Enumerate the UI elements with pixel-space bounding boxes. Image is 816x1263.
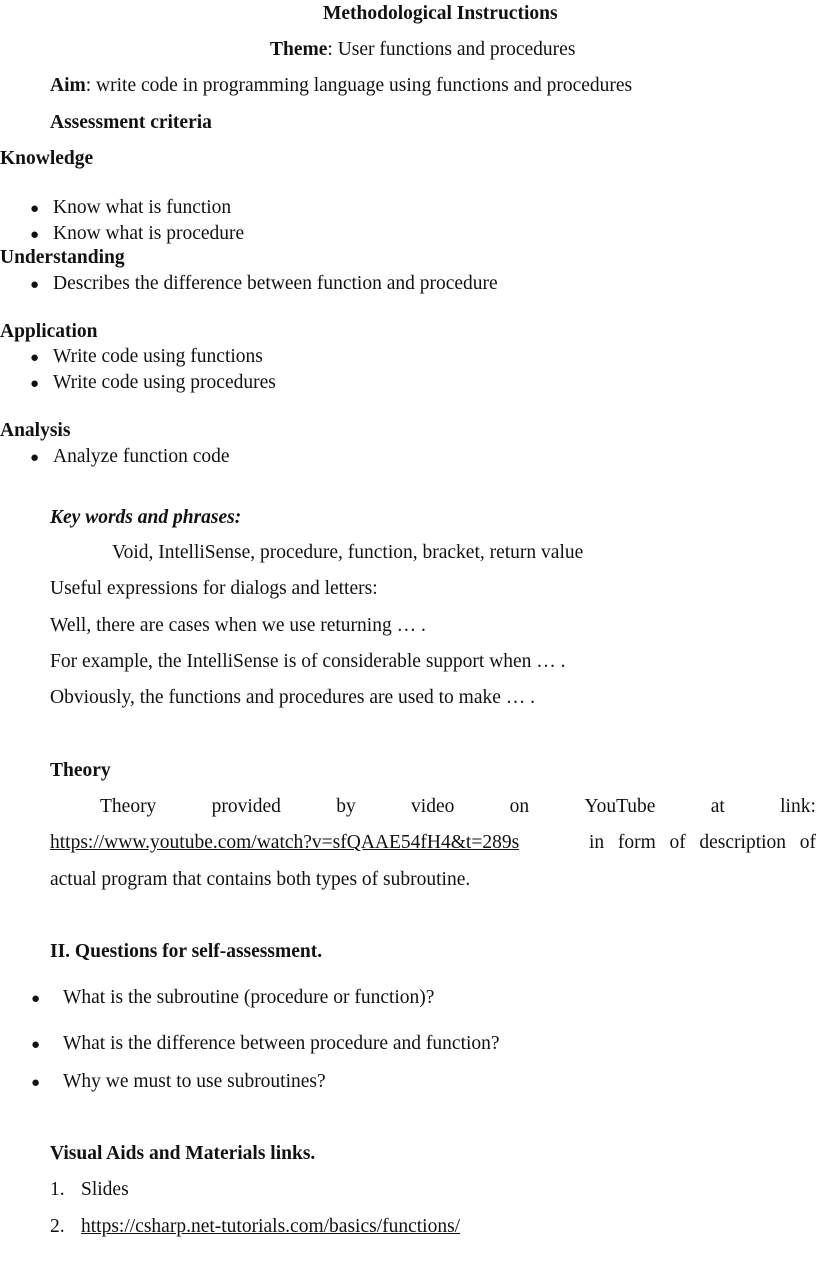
bullet-icon: ●: [30, 450, 40, 466]
theory-word: provided: [211, 796, 281, 817]
theory-word: form: [617, 832, 656, 853]
aim-label: Aim: [50, 75, 86, 96]
keywords-heading: Key words and phrases:: [50, 507, 242, 528]
theory-paragraph-line-3: actual program that contains both types of subroutine.: [50, 869, 471, 890]
theory-word: in: [589, 832, 605, 853]
assessment-criteria-heading: Assessment criteria: [50, 112, 212, 133]
useful-expressions-label: Useful expressions for dialogs and letters:: [50, 578, 378, 599]
questions-heading: II. Questions for self-assessment.: [50, 941, 323, 962]
theory-word: Theory: [100, 796, 157, 817]
csharp-tutorial-link[interactable]: https://csharp.net-tutorials.com/basics/functions/: [81, 1216, 461, 1237]
aim-value: : write code in programming language using functions and procedures: [85, 75, 633, 96]
material-item-slides: Slides: [81, 1179, 129, 1200]
knowledge-item: Know what is procedure: [53, 223, 245, 244]
knowledge-item: Know what is function: [53, 197, 232, 218]
theory-word: at: [710, 796, 725, 817]
phrase-line: For example, the IntelliSense is of considerable support when … .: [50, 651, 566, 672]
keywords-list: Void, IntelliSense, procedure, function, bracket, return value: [112, 542, 584, 563]
analysis-item: Analyze function code: [53, 446, 230, 467]
bullet-icon: ●: [30, 350, 40, 366]
theory-word: by: [336, 796, 356, 817]
phrase-line: Obviously, the functions and procedures are used to make … .: [50, 687, 536, 708]
bullet-icon: ●: [30, 376, 40, 392]
application-item: Write code using functions: [53, 346, 263, 367]
bullet-icon: ●: [31, 1037, 41, 1053]
bullet-icon: ●: [31, 1075, 41, 1091]
materials-heading: Visual Aids and Materials links.: [50, 1143, 316, 1164]
aim-line: [50, 74, 632, 97]
theory-word: YouTube: [584, 796, 656, 817]
theme-label: Theme: [270, 39, 328, 60]
question-item: Why we must to use subroutines?: [63, 1071, 326, 1092]
application-heading: Application: [0, 321, 98, 342]
theory-word: description: [699, 832, 787, 853]
application-item: Write code using procedures: [53, 372, 276, 393]
youtube-link[interactable]: https://www.youtube.com/watch?v=sfQAAE54fH4&t=289s: [50, 832, 520, 853]
material-number: 2.: [50, 1216, 65, 1237]
bullet-icon: ●: [31, 991, 41, 1007]
theory-word: of: [799, 832, 816, 853]
phrase-line: Well, there are cases when we use returning … .: [50, 615, 426, 636]
theory-paragraph-line-1: [50, 795, 816, 818]
bullet-icon: ●: [30, 201, 40, 217]
theory-word: video: [411, 796, 455, 817]
theory-word: link:: [780, 796, 816, 817]
theory-word: on: [509, 796, 530, 817]
knowledge-heading: Knowledge: [0, 148, 94, 169]
bullet-icon: ●: [30, 227, 40, 243]
understanding-heading: Understanding: [0, 247, 125, 268]
question-item: What is the difference between procedure and function?: [63, 1033, 500, 1054]
question-item: What is the subroutine (procedure or function)?: [63, 987, 435, 1008]
bullet-icon: ●: [30, 277, 40, 293]
material-number: 1.: [50, 1179, 65, 1200]
theme-line: [270, 38, 575, 61]
understanding-item: Describes the difference between function and procedure: [53, 273, 498, 294]
theory-paragraph-line-2: [589, 831, 816, 854]
theory-word: of: [669, 832, 686, 853]
theme-value: : User functions and procedures: [327, 39, 576, 60]
theory-heading: Theory: [50, 760, 111, 781]
document-title: Methodological Instructions: [323, 3, 558, 24]
analysis-heading: Analysis: [0, 420, 71, 441]
